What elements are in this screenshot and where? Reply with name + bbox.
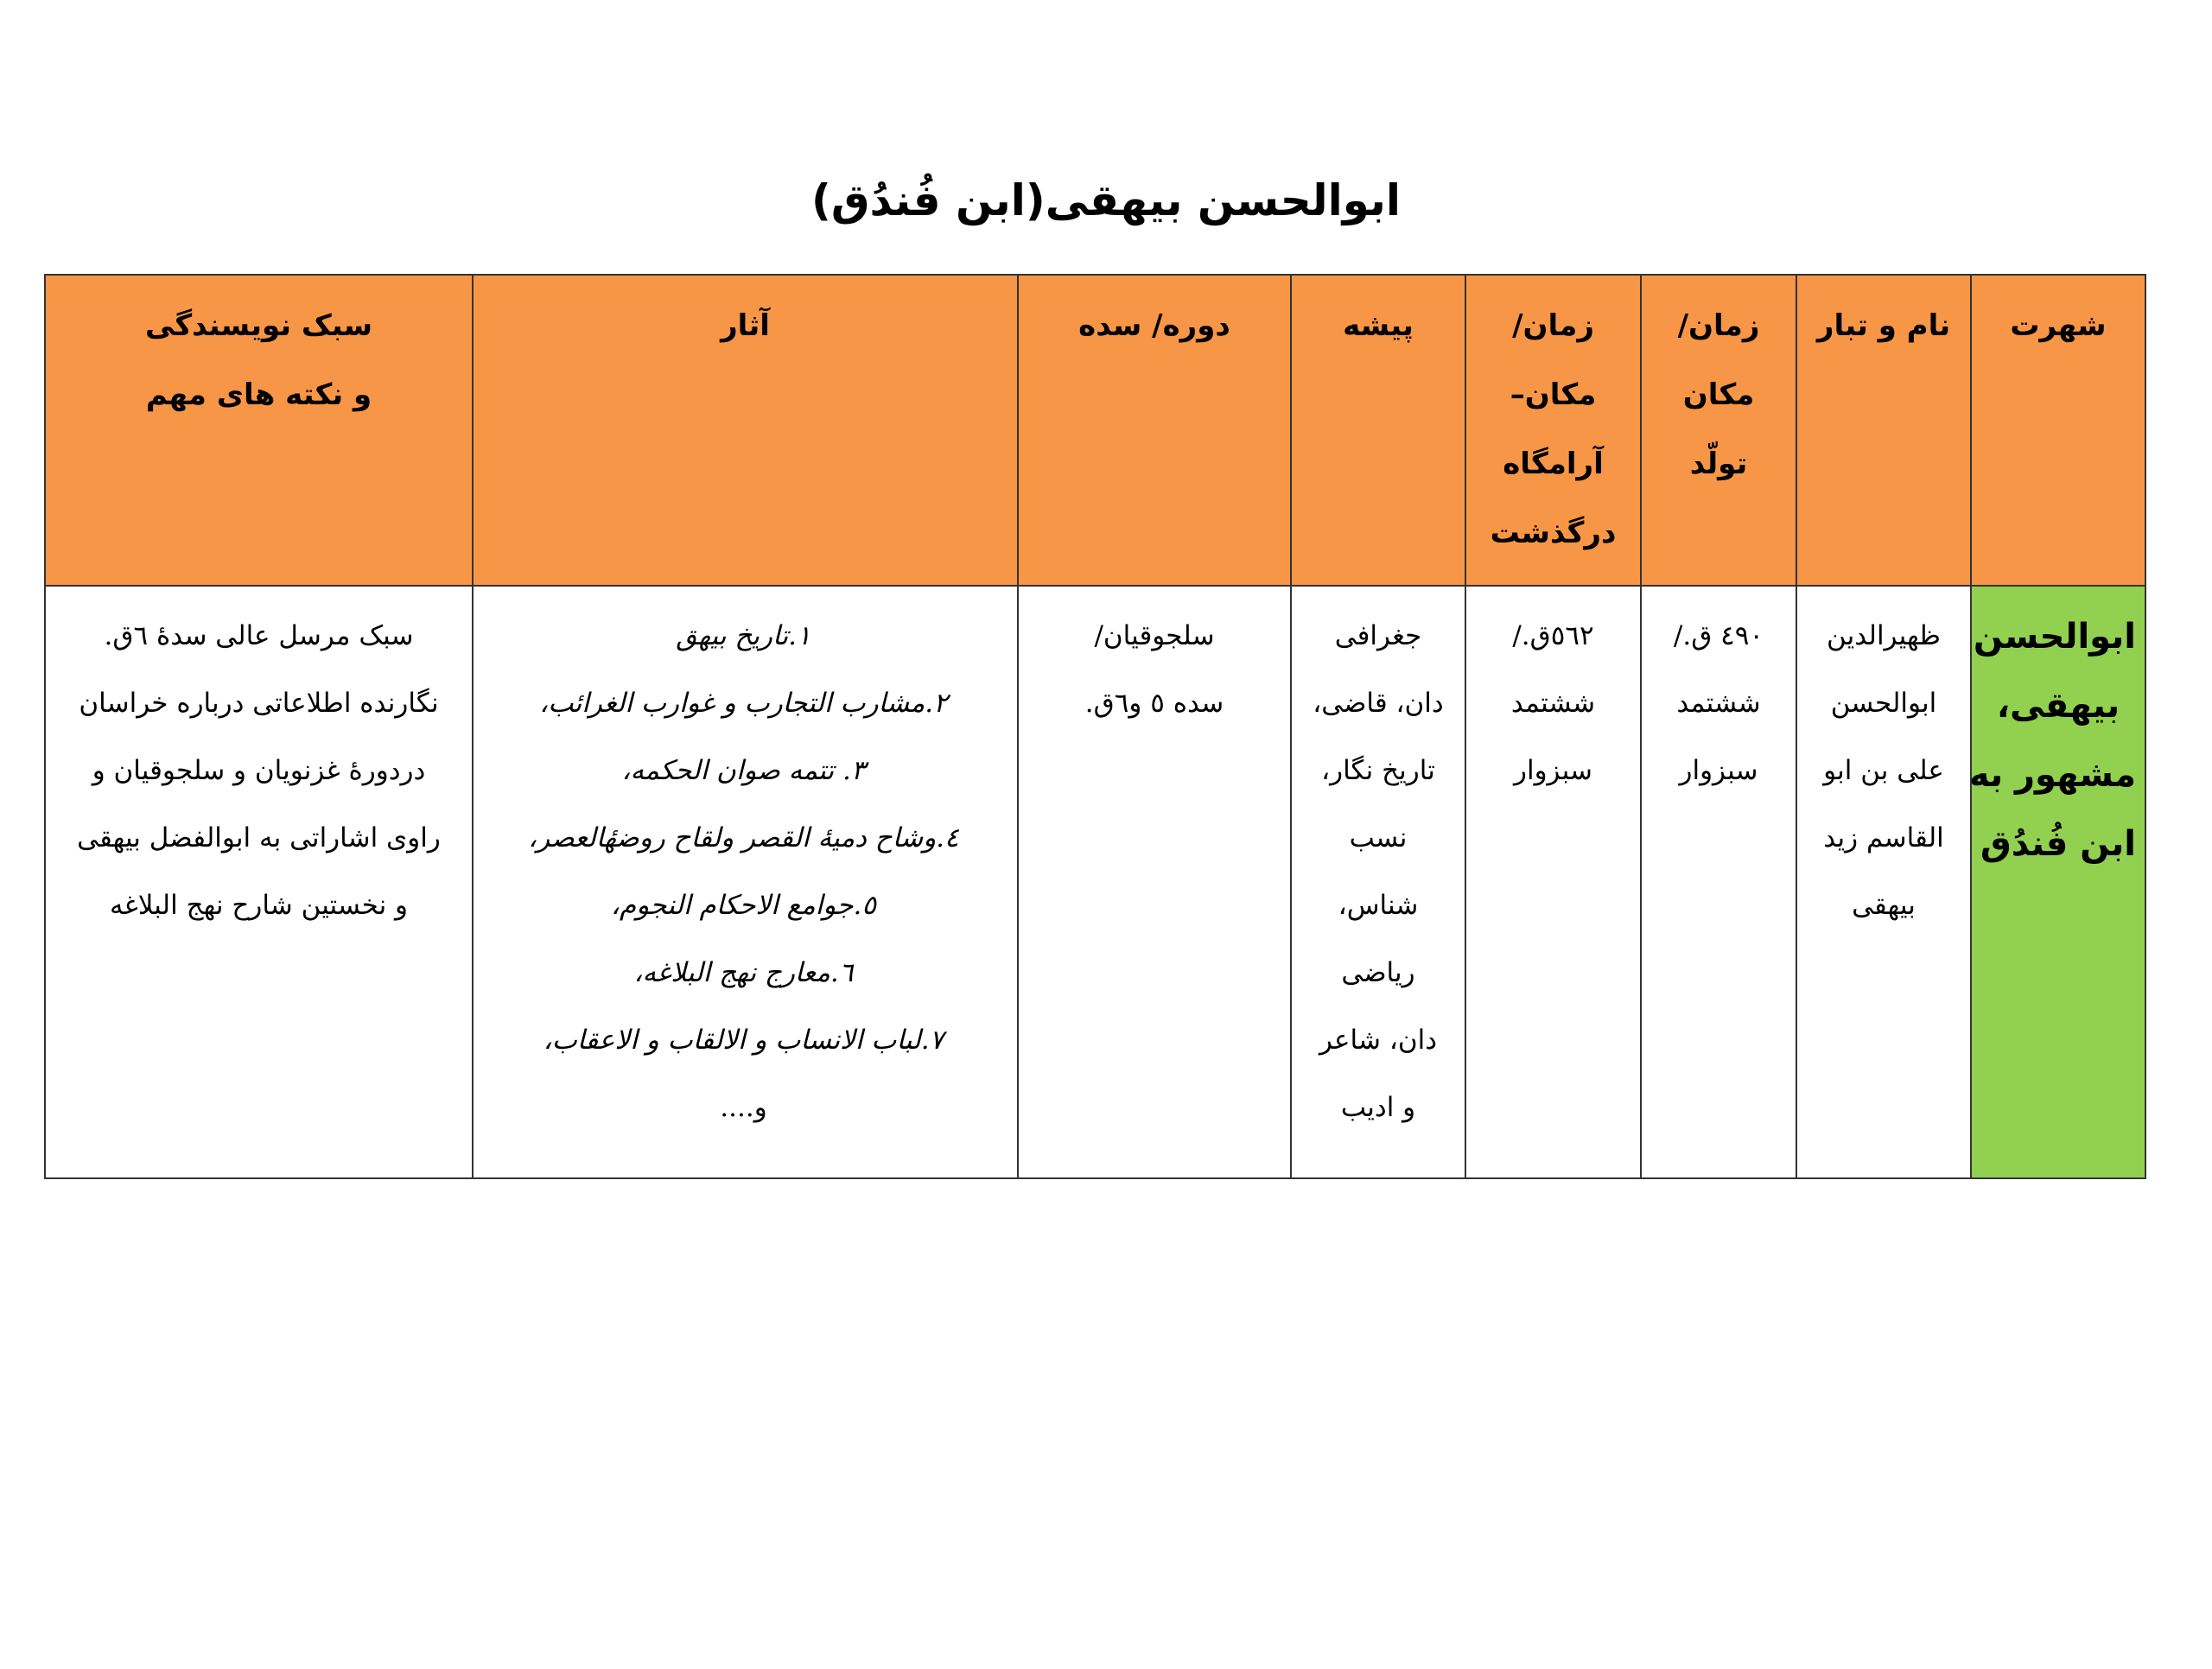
header-birth: زمان/ مکان تولّد: [1641, 275, 1796, 586]
header-death: زمان/ مکان– آرامگاه درگذشت: [1465, 275, 1641, 586]
list-item: ٤.وشاح دمیهٔ القصر ولقاح روضهٔالعصر،: [528, 822, 959, 854]
list-item: ۱.تاریخ بیهق: [676, 620, 811, 651]
list-item: ۳. تتمه صوان الحکمه،: [621, 755, 866, 786]
header-name: نام و تبار: [1796, 275, 1971, 586]
cell-style: سبک مرسل عالی سدهٔ ٦ق. نگارنده اطلاعاتی درباره خراسان دردورهٔ غزنویان و سلجوقیان و راوی اشاراتی به ابوالفضل بیهقی و نخستین شارح نهج البلاغه: [45, 586, 473, 1178]
cell-fame: ابوالحسن بیهقی، مشهور به ابن فُندُق: [1971, 586, 2145, 1178]
list-item: ٥.جوامع الاحکام النجوم،: [611, 890, 876, 921]
header-profession: پیشه: [1291, 275, 1465, 586]
biography-table: [44, 274, 2146, 1179]
list-item: ۲.مشارب التجارب و غوارب الغرائب،: [539, 688, 948, 719]
table-row: [45, 586, 2145, 1178]
cell-profession: جغرافی دان، قاضی، تاریخ نگار، نسب شناس، ریاضی دان، شاعر و ادیب: [1291, 586, 1465, 1178]
cell-era: سلجوقیان/ سده ٥ و٦ق.: [1018, 586, 1291, 1178]
cell-name: ظهیرالدین ابوالحسن علی بن ابو القاسم زید بیهقی: [1796, 586, 1971, 1178]
list-item: ٦.معارج نهج البلاغه،: [633, 957, 854, 988]
table-header-row: [45, 275, 2145, 586]
cell-works: [473, 586, 1018, 1178]
cell-birth: ٤٩٠ ق./ ششتمد سبزوار: [1641, 586, 1796, 1178]
header-style: سبک نویسندگی و نکته های مهم: [45, 275, 473, 586]
header-era: دوره/ سده: [1018, 275, 1291, 586]
page-title: ابوالحسن بیهقی(ابن فُندُق): [810, 175, 1401, 225]
cell-death: ٥٦٢ق./ ششتمد سبزوار: [1465, 586, 1641, 1178]
list-item: و....: [720, 1092, 767, 1123]
header-fame: شهرت: [1971, 275, 2145, 586]
header-works: آثار: [473, 275, 1018, 586]
list-item: ۷.لباب الانساب و الالقاب و الاعقاب،: [543, 1025, 944, 1056]
